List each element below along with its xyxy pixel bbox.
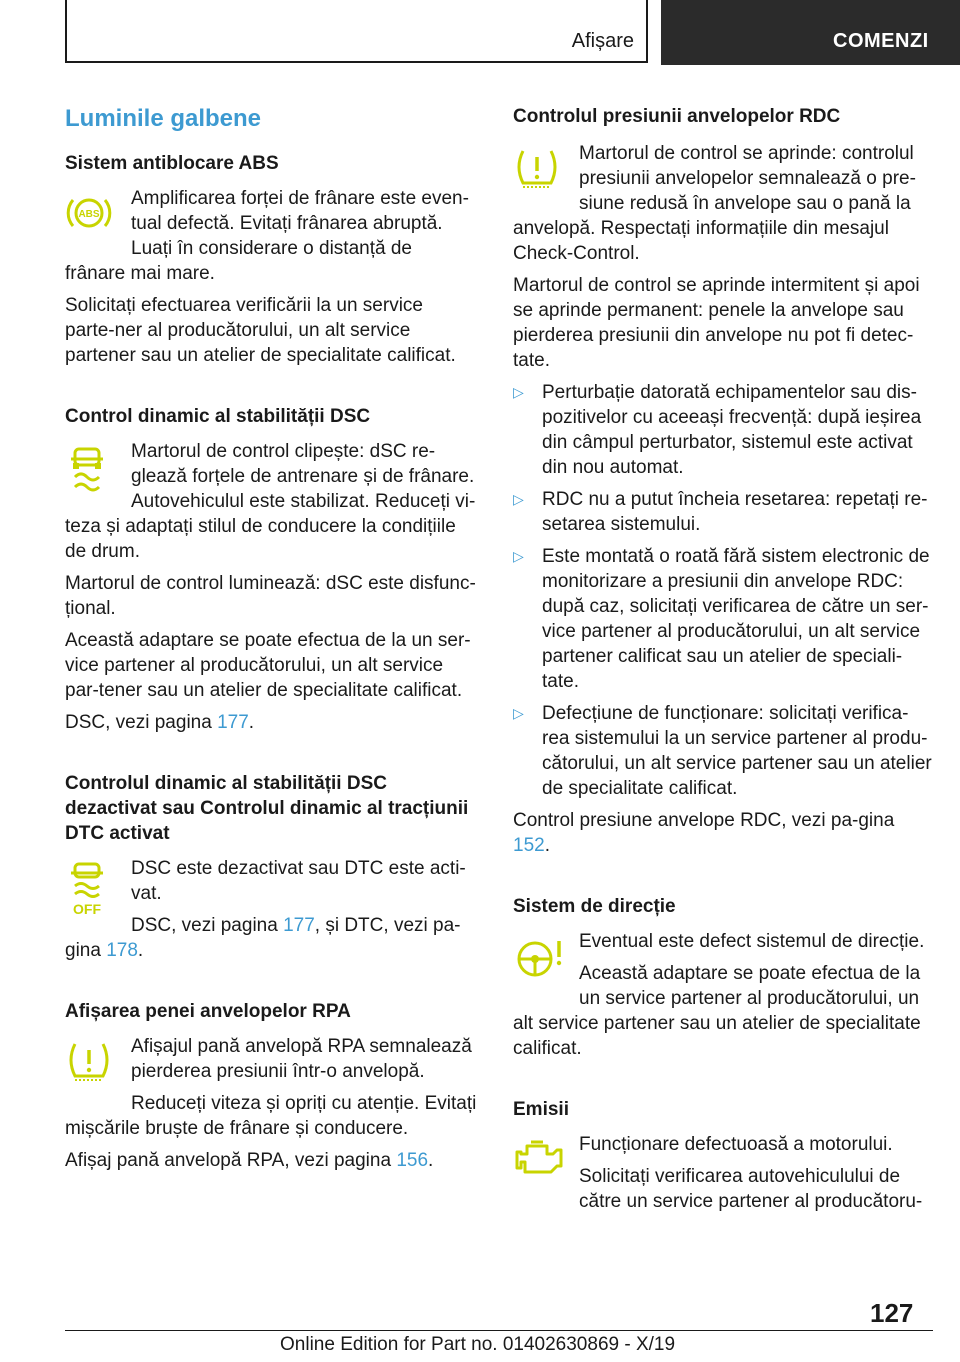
bullet-triangle-icon: ▷ bbox=[513, 491, 524, 507]
abs-paragraph-1: Amplificarea forței de frânare este even-tual defectă. Evitați frânarea abruptă. Luați în considerare o distanță de frânare mai mare. bbox=[65, 188, 469, 284]
emissions-paragraph-1: Funcționare defectuoasă a motorului. bbox=[579, 1134, 893, 1155]
dsc-paragraph-1: Martorul de control clipește: dSC re-glează forțele de antrenare și de frânare. Autovehiculul este stabilizat. Reduceți vi-teza și adaptați stilul de conducere la condițiile de drum. bbox=[65, 441, 476, 562]
right-column bbox=[513, 104, 933, 1221]
dsc-off-icon bbox=[65, 856, 131, 918]
dsc-off-paragraph-1: DSC este dezactivat sau DTC este acti-vat. bbox=[131, 858, 466, 904]
rdc-reference bbox=[513, 808, 933, 858]
footer-divider bbox=[65, 1330, 933, 1331]
dsc-off-heading: Controlul dinamic al stabilității DSC dezactivat sau Controlul dinamic al tracțiunii DTC activat bbox=[65, 773, 469, 844]
dsc-car-skid-icon bbox=[65, 439, 131, 501]
dsc-ref-text: DSC, vezi pagina bbox=[65, 712, 218, 733]
dsc-off-icon-text: OFF bbox=[73, 901, 101, 917]
header-chapter-tab bbox=[661, 0, 960, 65]
rpa-paragraph-1: Afișajul pană anvelopă RPA semnalează pierderea presiunii într-o anvelopă. bbox=[131, 1036, 472, 1082]
rdc-ref-end: . bbox=[544, 835, 550, 856]
tire-pressure-warning-icon bbox=[65, 1034, 131, 1096]
dsc-off-page-link-1[interactable]: 177 bbox=[283, 915, 315, 936]
rdc-bullet-1-text: Perturbație datorată echipamentelor sau dis-pozitivelor cu aceeași frecvență: după ieșirea din câmpul perturbator, sistemul este activat din nou automat. bbox=[542, 382, 922, 478]
dsc-reference bbox=[65, 710, 477, 735]
steering-warning-icon bbox=[513, 929, 579, 991]
rdc-page-link[interactable]: 152 bbox=[513, 835, 545, 856]
rpa-heading: Afișarea penei anvelopelor RPA bbox=[65, 1001, 351, 1022]
page-title: Luminile galbene bbox=[65, 105, 262, 132]
rpa-ref-text: Afișaj pană anvelopă RPA, vezi pagina bbox=[65, 1150, 397, 1171]
header-chapter-label: COMENZI bbox=[833, 30, 929, 52]
rdc-bullet-3-text: Este montată o roată fără sistem electronic de monitorizare a presiunii din anvelope RDC: după caz, solicitați verificarea de către un ser-vice partener al producătorului, un alt service partener calificat sau un atelier de speciali-tate. bbox=[542, 546, 930, 692]
emissions-heading: Emisii bbox=[513, 1099, 569, 1120]
rpa-page-link[interactable]: 156 bbox=[396, 1150, 429, 1171]
steering-heading: Sistem de direcție bbox=[513, 896, 676, 917]
rdc-bullet-2-text: RDC nu a putut încheia resetarea: repetați re-setarea sistemului. bbox=[542, 489, 928, 535]
dsc-off-ref-a: DSC, vezi pagina bbox=[131, 915, 284, 936]
header-section-label: Afișare bbox=[571, 30, 634, 52]
rdc-tire-pressure-icon bbox=[513, 141, 579, 203]
rpa-ref-end: . bbox=[428, 1150, 434, 1171]
rdc-bullet-1 bbox=[513, 380, 933, 480]
abs-icon-text: ABS bbox=[78, 209, 100, 220]
dsc-ref-end: . bbox=[248, 712, 255, 733]
dsc-heading: Control dinamic al stabilității DSC bbox=[65, 406, 371, 427]
dsc-paragraph-2: Martorul de control luminează: dSC este disfunc-țional. bbox=[65, 573, 476, 619]
dsc-off-reference bbox=[65, 913, 477, 963]
rdc-bullet-4-text: Defecțiune de funcționare: solicitați verifica-rea sistemului la un service partener al produ-cătorului, un alt service partener sau un atelier de specialitate calificat. bbox=[542, 703, 932, 799]
bullet-triangle-icon: ▷ bbox=[513, 548, 524, 564]
emissions-paragraph-2: Solicitați verificarea autovehiculului de către un service partener al producătoru- bbox=[579, 1166, 923, 1212]
rdc-bullet-4 bbox=[513, 701, 933, 801]
dsc-page-link[interactable]: 177 bbox=[217, 712, 249, 733]
left-column bbox=[65, 104, 477, 1180]
rdc-ref-text: Control presiune anvelope RDC, vezi pa-gina bbox=[513, 810, 895, 831]
rdc-bullet-2 bbox=[513, 487, 933, 537]
dsc-paragraph-3: Această adaptare se poate efectua de la un ser-vice partener al producătorului, un alt service par-tener sau un atelier de specialitate calificat. bbox=[65, 630, 471, 701]
bullet-triangle-icon: ▷ bbox=[513, 384, 524, 400]
abs-paragraph-2: Solicitați efectuarea verificării la un service parte-ner al producătorului, un alt service partener sau un atelier de specialitate calificat. bbox=[65, 295, 456, 366]
rdc-bullet-3 bbox=[513, 544, 933, 694]
dsc-off-page-link-2[interactable]: 178 bbox=[106, 940, 138, 961]
rpa-reference bbox=[65, 1148, 477, 1173]
steering-paragraph-2: Această adaptare se poate efectua de la un service partener al producătorului, un alt service partener sau un atelier de specialitate calificat. bbox=[513, 963, 921, 1059]
rdc-paragraph-1: Martorul de control se aprinde: controlul presiunii anvelopelor semnalează o pre-siune redusă în anvelope sau o pană la anvelopă. Respectați informațiile din mesajul Check-Control. bbox=[513, 143, 916, 264]
footer-edition-text: Online Edition for Part no. 01402630869 - X/19 bbox=[280, 1334, 676, 1355]
header-section-box bbox=[65, 0, 648, 63]
bullet-triangle-icon: ▷ bbox=[513, 705, 524, 721]
rdc-heading: Controlul presiunii anvelopelor RDC bbox=[513, 106, 841, 127]
steering-paragraph-1: Eventual este defect sistemul de direcție. bbox=[579, 931, 925, 952]
dsc-off-ref-b: , și DTC, vezi pa-gina bbox=[65, 915, 461, 961]
abs-warning-icon bbox=[65, 186, 131, 248]
abs-heading: Sistem antiblocare ABS bbox=[65, 153, 279, 174]
engine-warning-icon bbox=[513, 1132, 579, 1194]
rpa-paragraph-2: Reduceți viteza și opriți cu atenție. Evitați mișcările bruște de frânare și conducere. bbox=[65, 1093, 477, 1139]
dsc-off-ref-end: . bbox=[137, 940, 144, 961]
rdc-paragraph-2: Martorul de control se aprinde intermitent și apoi se aprinde permanent: penele la anvelope sau pierderea presiunii din anvelope nu pot fi detec-tate. bbox=[513, 275, 920, 371]
page-number: 127 bbox=[870, 1298, 914, 1328]
